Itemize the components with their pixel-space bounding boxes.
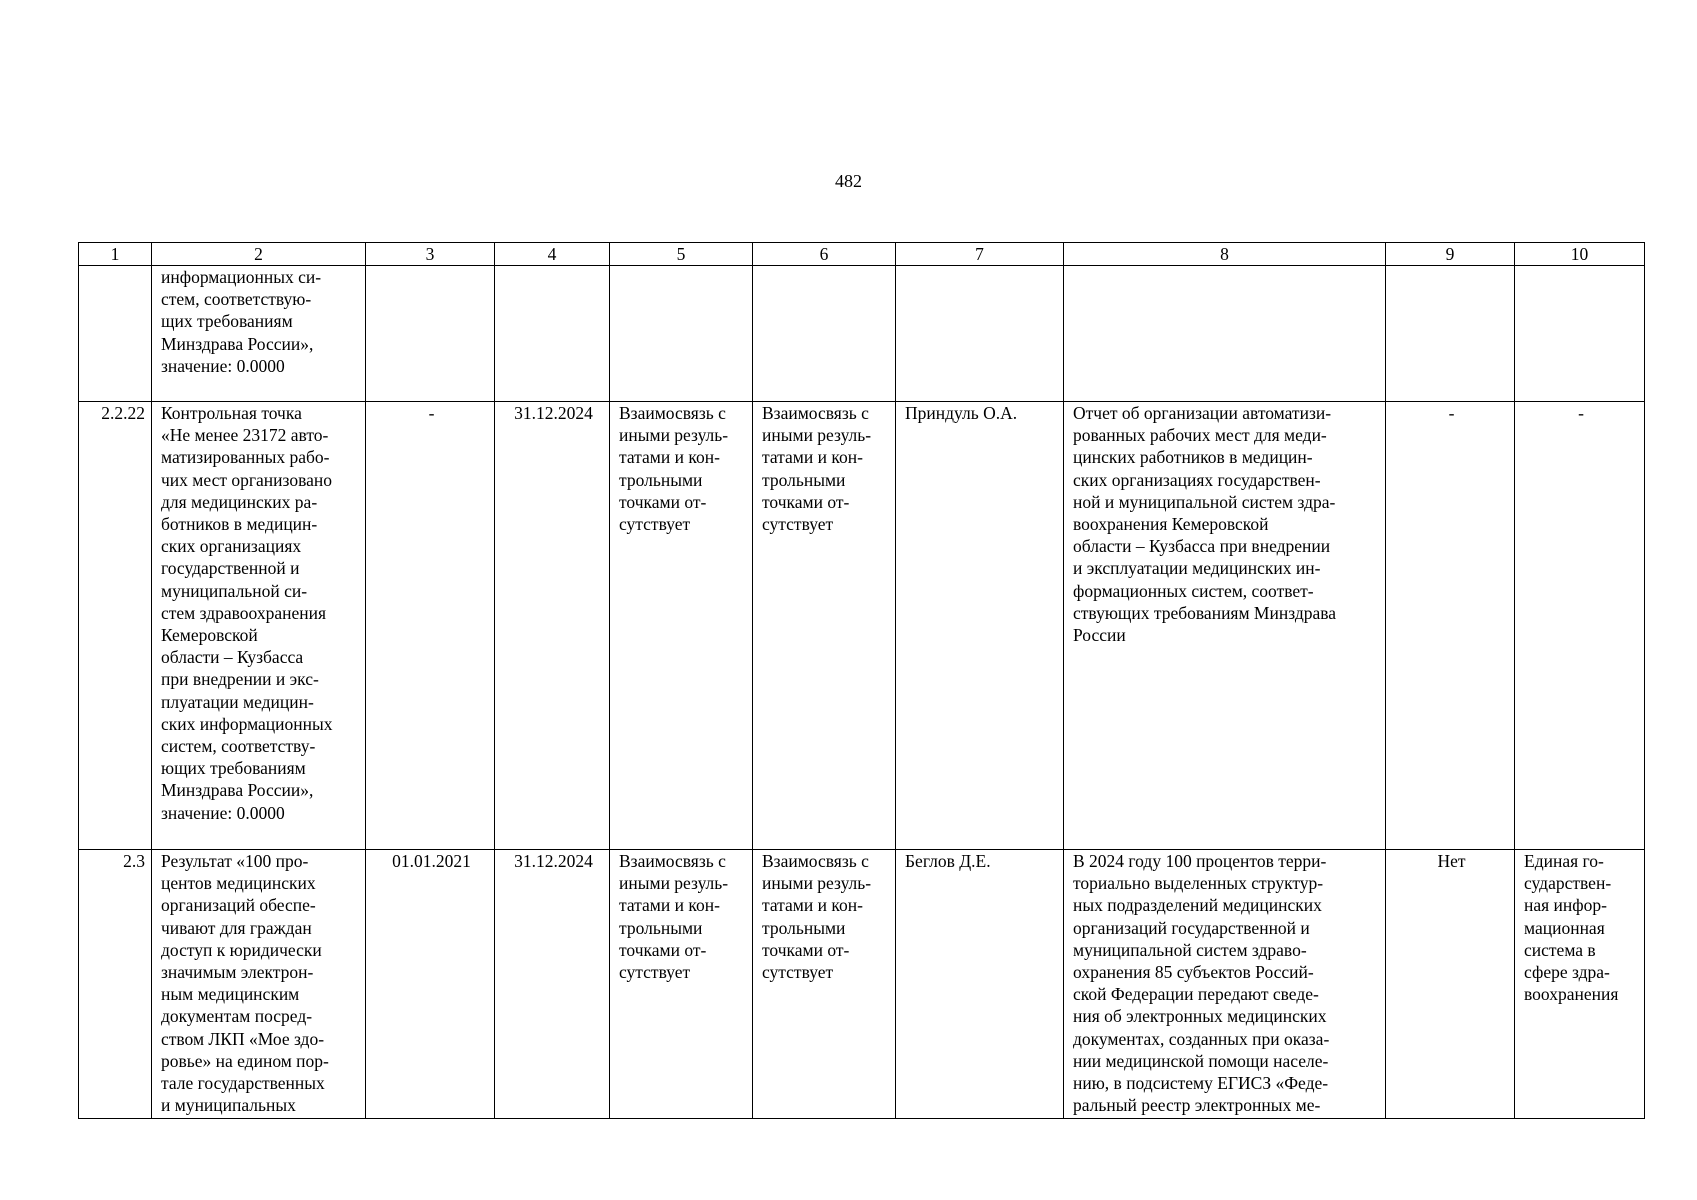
cell-description-line: России [1073, 625, 1126, 646]
cell-name-line: ным медицинским [161, 984, 300, 1005]
cell-relation-1-line: точками от- [619, 491, 707, 512]
cell-col9: Нет [1386, 850, 1515, 1119]
cell-relation-2-line: иными резуль- [762, 425, 872, 446]
cell-description-line: ствующих требованиям Минздрава [1073, 602, 1337, 623]
cell-name-line: ющих требованиям [161, 758, 306, 779]
cell-col10-line: мационная [1524, 917, 1605, 938]
cell-name-line: области – Кузбасса [161, 647, 304, 668]
cell-col10-line: сударствен- [1524, 873, 1612, 894]
cell-name-line: и муниципальных [161, 1095, 296, 1116]
cell-description-line: ральный реестр электронных ме- [1073, 1095, 1321, 1116]
cell-number: 2.2.22 [79, 402, 152, 850]
cell-description-line: документах, созданных при оказа- [1073, 1028, 1330, 1049]
cell-relation-1-line: татами и кон- [619, 447, 720, 468]
cell-name-line: доступ к юридически [161, 939, 322, 960]
cell-description [1064, 402, 1386, 850]
cell-relation-1 [610, 402, 753, 850]
column-header: 9 [1386, 243, 1515, 266]
cell-name-line: Контрольная точка [161, 403, 302, 423]
cell-relation-2-line: Взаимосвязь с [762, 403, 869, 423]
cell-name-line: значение: 0.0000 [161, 802, 285, 823]
cell-description-line: нии медицинской помощи населе- [1073, 1050, 1329, 1071]
cell-description-line: ных подразделений медицинских [1073, 895, 1322, 916]
column-header: 5 [610, 243, 753, 266]
cell-description-line: В 2024 году 100 процентов терри- [1073, 851, 1327, 871]
column-header: 7 [896, 243, 1064, 266]
cell-description-line: и эксплуатации медицинских ин- [1073, 558, 1321, 579]
cell-relation-2-line: точками от- [762, 939, 850, 960]
table-row [79, 402, 1645, 850]
cell-description-line: формационных систем, соответ- [1073, 580, 1314, 601]
cell-description-line: ских организациях государствен- [1073, 469, 1321, 490]
cell-name-line: стем здравоохранения [161, 602, 327, 623]
cell-relation-2-line: трольными [762, 917, 846, 938]
cell-responsible [896, 266, 1064, 402]
cell-relation-1-line: точками от- [619, 939, 707, 960]
cell-description-line: воохранения Кемеровской [1073, 514, 1269, 535]
cell-col10-line: ная инфор- [1524, 895, 1607, 916]
cell-responsible: Приндуль О.А. [896, 402, 1064, 850]
cell-end-date: 31.12.2024 [495, 850, 610, 1119]
cell-relation-1 [610, 266, 753, 402]
cell-relation-2 [753, 266, 896, 402]
cell-relation-1-line: Взаимосвязь с [619, 403, 726, 423]
cell-col10 [1515, 402, 1645, 850]
column-header: 6 [753, 243, 896, 266]
cell-name-line: Минздрава России», [161, 780, 314, 801]
cell-name [152, 266, 366, 402]
column-header: 3 [366, 243, 495, 266]
column-header: 2 [152, 243, 366, 266]
cell-col10-line: воохранения [1524, 984, 1619, 1005]
cell-end-date: 31.12.2024 [495, 402, 610, 850]
cell-name-line: Минздрава России», [161, 333, 314, 354]
cell-name-line: информационных си- [161, 267, 322, 287]
column-header: 8 [1064, 243, 1386, 266]
cell-description-line: охранения 85 субъектов Россий- [1073, 962, 1314, 983]
cell-description-line: ной и муниципальной систем здра- [1073, 491, 1336, 512]
cell-col9: - [1386, 402, 1515, 850]
cell-description [1064, 266, 1386, 402]
cell-start-date: 01.01.2021 [366, 850, 495, 1119]
document-table [78, 242, 1645, 1119]
cell-relation-1-line: иными резуль- [619, 873, 729, 894]
cell-relation-2-line: Взаимосвязь с [762, 851, 869, 871]
cell-col10-line: Единая го- [1524, 851, 1604, 871]
header-row [79, 243, 1645, 266]
cell-relation-2-line: точками от- [762, 491, 850, 512]
cell-name-line: матизированных рабо- [161, 447, 330, 468]
cell-name [152, 402, 366, 850]
cell-description-line: ской Федерации передают сведе- [1073, 984, 1319, 1005]
cell-name-line: стем, соответствую- [161, 289, 312, 310]
column-header: 10 [1515, 243, 1645, 266]
column-header: 4 [495, 243, 610, 266]
cell-col9 [1386, 266, 1515, 402]
cell-relation-2-line: сутствует [762, 962, 834, 983]
cell-relation-1-line: Взаимосвязь с [619, 851, 726, 871]
cell-relation-1-line: иными резуль- [619, 425, 729, 446]
table-row [79, 850, 1645, 1119]
cell-description-line: ториально выделенных структур- [1073, 873, 1324, 894]
cell-responsible: Беглов Д.Е. [896, 850, 1064, 1119]
cell-name-line: ских организациях [161, 536, 302, 557]
cell-start-date: - [366, 402, 495, 850]
cell-description-line: муниципальной систем здраво- [1073, 939, 1307, 960]
cell-relation-1-line: татами и кон- [619, 895, 720, 916]
cell-name-line: значение: 0.0000 [161, 355, 285, 376]
cell-end-date [495, 266, 610, 402]
cell-relation-1-line: сутствует [619, 962, 691, 983]
cell-relation-2-line: татами и кон- [762, 447, 863, 468]
cell-relation-2-line: татами и кон- [762, 895, 863, 916]
cell-name-line: при внедрении и экс- [161, 669, 319, 690]
cell-name-line: тале государственных [161, 1073, 325, 1094]
cell-description-line: ния об электронных медицинских [1073, 1006, 1327, 1027]
cell-relation-1-line: трольными [619, 469, 703, 490]
cell-col10-line: - [1578, 403, 1584, 423]
cell-col10 [1515, 266, 1645, 402]
cell-name-line: значимым электрон- [161, 962, 314, 983]
cell-name [152, 850, 366, 1119]
cell-name-line: центов медицинских [161, 873, 316, 894]
cell-description-line: рованных рабочих мест для меди- [1073, 425, 1327, 446]
cell-name-line: Кемеровской [161, 625, 258, 646]
cell-name-line: ством ЛКП «Мое здо- [161, 1028, 325, 1049]
cell-relation-2-line: иными резуль- [762, 873, 872, 894]
cell-name-line: ских информационных [161, 713, 333, 734]
cell-number: 2.3 [79, 850, 152, 1119]
cell-description-line: области – Кузбасса при внедрении [1073, 536, 1331, 557]
cell-name-line: для медицинских ра- [161, 491, 318, 512]
cell-name-line: ровье» на едином пор- [161, 1050, 329, 1071]
cell-name-line: организаций обеспе- [161, 895, 316, 916]
cell-relation-2-line: трольными [762, 469, 846, 490]
cell-relation-2 [753, 850, 896, 1119]
cell-name-line: «Не менее 23172 авто- [161, 425, 329, 446]
cell-number [79, 266, 152, 402]
page-number: 482 [835, 171, 862, 191]
cell-name-line: государственной и [161, 558, 300, 579]
cell-name-line: плуатации медицин- [161, 691, 314, 712]
cell-name-line: чивают для граждан [161, 917, 312, 938]
table-row [79, 266, 1645, 402]
cell-name-line: муниципальной си- [161, 580, 308, 601]
cell-name-line: Результат «100 про- [161, 851, 309, 871]
cell-description-line: организаций государственной и [1073, 917, 1310, 938]
cell-relation-1-line: трольными [619, 917, 703, 938]
cell-col10-line: система в [1524, 939, 1596, 960]
cell-description [1064, 850, 1386, 1119]
cell-relation-2 [753, 402, 896, 850]
cell-name-line: документам посред- [161, 1006, 313, 1027]
cell-description-line: цинских работников в медицин- [1073, 447, 1313, 468]
cell-name-line: ботников в медицин- [161, 514, 318, 535]
cell-name-line: щих требованиям [161, 311, 293, 332]
cell-relation-2-line: сутствует [762, 514, 834, 535]
cell-relation-1-line: сутствует [619, 514, 691, 535]
cell-name-line: систем, соответству- [161, 736, 316, 757]
cell-col10-line: сфере здра- [1524, 962, 1610, 983]
cell-name-line: чих мест организовано [161, 469, 333, 490]
cell-col10 [1515, 850, 1645, 1119]
cell-start-date [366, 266, 495, 402]
cell-relation-1 [610, 850, 753, 1119]
cell-description-line: Отчет об организации автоматизи- [1073, 403, 1332, 423]
cell-description-line: нию, в подсистему ЕГИСЗ «Феде- [1073, 1073, 1329, 1094]
column-header: 1 [79, 243, 152, 266]
